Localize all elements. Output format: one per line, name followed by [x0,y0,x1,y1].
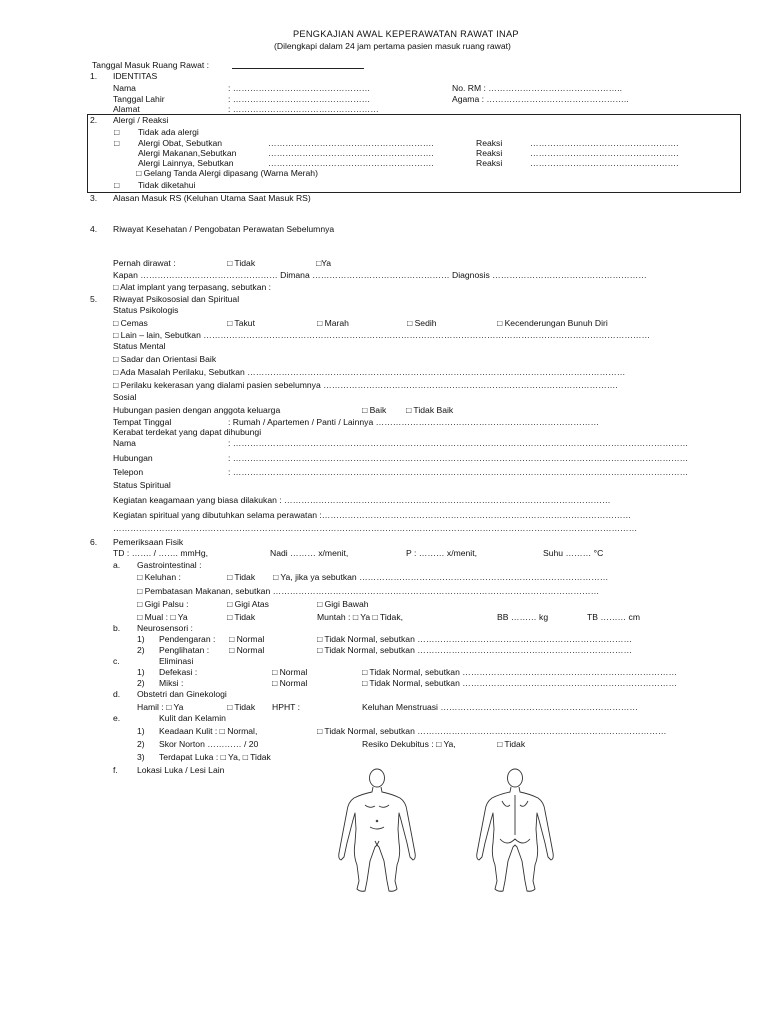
sub-f-letter: f. [113,765,118,775]
gigi-palsu-option[interactable]: □ Gigi Palsu : [137,599,189,609]
tgl-lahir-label: Tanggal Lahir [113,94,165,104]
gelang-alergi-option[interactable]: □ Gelang Tanda Alergi dipasang (Warna Merah) [136,168,318,178]
alat-implant-option[interactable]: □ Alat implant yang terpasang, sebutkan : [113,282,272,292]
sub-d-letter: d. [113,689,121,699]
option-cemas[interactable]: □ Cemas [113,318,148,328]
alergi-lainnya-label: Alergi Lainnya, Sebutkan [138,158,234,168]
pendengaran-label: Pendengaran : [159,634,216,644]
alergi-makanan-label: Alergi Makanan,Sebutkan [138,148,237,158]
miksi-normal[interactable]: □ Normal [272,678,308,688]
reaksi-field-2[interactable]: ……………………………………………. [530,148,679,158]
miksi-label: Miksi : [159,678,184,688]
penglihatan-normal[interactable]: □ Normal [229,645,265,655]
dekubitus-ya[interactable]: Resiko Dekubitus : □ Ya, [362,739,456,749]
sub-b-letter: b. [113,623,121,633]
option-sadar[interactable]: □ Sadar dan Orientasi Baik [113,354,217,364]
hamil-tidak[interactable]: □ Tidak [227,702,256,712]
option-tidak-baik[interactable]: □ Tidak Baik [406,405,454,415]
alamat-field[interactable]: : …………………………………………… [228,104,379,114]
sub-e-letter: e. [113,713,121,723]
item-2-num: 2) [137,645,145,655]
status-mental-label: Status Mental [113,341,166,351]
checkbox-alergi-obat[interactable]: □ [114,138,120,148]
neuro-label: Neurosensori : [137,623,193,633]
muntah-option[interactable]: Muntah : □ Ya □ Tidak, [317,612,404,622]
kerabat-nama-label: Nama [113,438,136,448]
section-6-number: 6. [90,537,98,547]
miksi-tidak-normal[interactable]: □ Tidak Normal, sebutkan ………………………………………………………………… [362,678,678,688]
bb-field[interactable]: BB ……… kg [497,612,549,622]
menstruasi-field[interactable]: Keluhan Menstruasi …………………………………………………………… [362,702,638,712]
body-back-diagram[interactable] [470,765,560,895]
pendengaran-normal[interactable]: □ Normal [229,634,265,644]
option-baik[interactable]: □ Baik [362,405,387,415]
reaksi-label-3: Reaksi [476,158,503,168]
tanggal-masuk-line[interactable] [232,68,364,69]
alergi-obat-field[interactable]: …………………………………………………. [268,138,434,148]
pernapasan-field[interactable]: P : ……… x/menit, [406,548,477,558]
reaksi-label-2: Reaksi [476,148,503,158]
nama-field[interactable]: : ………………………………………… [228,83,371,93]
kegiatan-spiritual-extra[interactable]: ………………………………………………………………………………………………………………………………………………………………… [113,523,638,533]
penglihatan-label: Penglihatan : [159,645,210,655]
section-5-title: Riwayat Psikososial dan Spiritual [113,294,240,304]
keluhan-option[interactable]: □ Keluhan : [137,572,181,582]
terdapat-luka-option[interactable]: Terdapat Luka : □ Ya, □ Tidak [159,752,271,762]
kulit-label: Kulit dan Kelamin [159,713,226,723]
hpht-field[interactable]: HPHT : [272,702,301,712]
section-5-number: 5. [90,294,98,304]
reaksi-field-1[interactable]: ……………………………………………. [530,138,679,148]
skor-norton-field[interactable]: Skor Norton ………… / 20 [159,739,259,749]
defekasi-normal[interactable]: □ Normal [272,667,308,677]
eliminasi-label: Eliminasi [159,656,194,666]
reaksi-label-1: Reaksi [476,138,503,148]
sub-c-letter: c. [113,656,120,666]
sosial-label: Sosial [113,392,137,402]
section-6-title: Pemeriksaan Fisik [113,537,184,547]
checkbox-tidak-diketahui[interactable]: □ [114,180,120,190]
kegiatan-spiritual-field[interactable]: Kegiatan spiritual yang dibutuhkan selama perawatan :……………………………………………………………………………………………… [113,510,632,520]
section-3-number: 3. [90,193,98,203]
pembatasan-makanan[interactable]: □ Pembatasan Makanan, sebutkan …………………………………………………………………………………………………… [137,586,600,596]
agama-field[interactable]: Agama : ………………………………………….. [452,94,629,104]
keluhan-ya[interactable]: □ Ya, jika ya sebutkan …………………………………………………………………………… [273,572,609,582]
section-4-number: 4. [90,224,98,234]
keluhan-tidak[interactable]: □ Tidak [227,572,256,582]
form-subtitle: (Dilengkapi dalam 24 jam pertama pasien masuk ruang rawat) [274,41,511,51]
defekasi-label: Defekasi : [159,667,198,677]
tidak-ada-alergi-label: Tidak ada alergi [138,127,199,137]
mual-tidak[interactable]: □ Tidak [227,612,256,622]
hamil-option[interactable]: Hamil : □ Ya [137,702,184,712]
mual-option[interactable]: □ Mual : □ Ya [137,612,188,622]
gastro-label: Gastrointestinal : [137,560,202,570]
option-masalah-perilaku[interactable]: □ Ada Masalah Perilaku, Sebutkan …………………………………………………………………………………………………………………… [113,367,626,377]
defekasi-tidak-normal[interactable]: □ Tidak Normal, sebutkan ………………………………………………………………… [362,667,678,677]
alergi-makanan-field[interactable]: …………………………………………………. [268,148,434,158]
tanggal-masuk-label: Tanggal Masuk Ruang Rawat : [92,60,210,70]
gigi-bawah-option[interactable]: □ Gigi Bawah [317,599,369,609]
option-lain-lain[interactable]: □ Lain – lain, Sebutkan ………………………………………………………………………………………………………………………………………… [113,330,651,340]
status-spiritual-label: Status Spiritual [113,480,171,490]
kerabat-telepon-label: Telepon [113,467,144,477]
kulit-2-num: 2) [137,739,145,749]
elim-1-num: 1) [137,667,145,677]
section-1-number: 1. [90,71,98,81]
keadaan-kulit-option[interactable]: Keadaan Kulit : □ Normal, [159,726,258,736]
kulit-1-num: 1) [137,726,145,736]
dekubitus-tidak[interactable]: □ Tidak [497,739,526,749]
option-bunuh-diri[interactable]: □ Kecenderungan Bunuh Diri [497,318,608,328]
option-kekerasan[interactable]: □ Perilaku kekerasan yang dialami pasien sebelumnya …………………………………………………………………………………………. [113,380,618,390]
tb-field[interactable]: TB ……… cm [587,612,640,622]
lokasi-luka-label: Lokasi Luka / Lesi Lain [137,765,225,775]
norm-field[interactable]: No. RM : ……………………………………….. [452,83,622,93]
pernah-dirawat-ya[interactable]: □Ya [316,258,332,268]
kerabat-nama-field[interactable]: : …………………………………………………………………………………………………………………………………………… [228,438,689,448]
section-4-title: Riwayat Kesehatan / Pengobatan Perawatan Sebelumnya [113,224,335,234]
suhu-field[interactable]: Suhu ……… °C [543,548,604,558]
item-1-num: 1) [137,634,145,644]
pernah-dirawat-tidak[interactable]: □ Tidak [227,258,256,268]
option-sedih[interactable]: □ Sedih [407,318,437,328]
alergi-lainnya-field[interactable]: …………………………………………………. [268,158,434,168]
tidak-diketahui-label: Tidak diketahui [138,180,196,190]
reaksi-field-3[interactable]: ……………………………………………. [530,158,679,168]
body-front-diagram[interactable] [332,765,422,895]
obstetri-label: Obstetri dan Ginekologi [137,689,227,699]
section-2-number: 2. [90,115,98,125]
status-psikologis-label: Status Psikologis [113,305,179,315]
keadaan-kulit-tidak-normal[interactable]: □ Tidak Normal, sebutkan …………………………………………………………………………… [317,726,667,736]
gigi-atas-option[interactable]: □ Gigi Atas [227,599,269,609]
option-takut[interactable]: □ Takut [227,318,255,328]
sub-a-letter: a. [113,560,121,570]
kerabat-hubungan-field[interactable]: : …………………………………………………………………………………………………………………………………………… [228,453,689,463]
alamat-label: Alamat [113,104,140,114]
hubungan-keluarga-label: Hubungan pasien dengan anggota keluarga [113,405,281,415]
checkbox-tidak-ada-alergi[interactable]: □ [114,127,120,137]
option-marah[interactable]: □ Marah [317,318,349,328]
nadi-field[interactable]: Nadi ……… x/menit, [270,548,349,558]
td-field[interactable]: TD : ……. / ……. mmHg, [113,548,209,558]
alergi-obat-label: Alergi Obat, Sebutkan [138,138,223,148]
penglihatan-tidak-normal[interactable]: □ Tidak Normal, sebutkan ………………………………………………………………… [317,645,633,655]
kerabat-telepon-field[interactable]: : …………………………………………………………………………………………………………………………………………… [228,467,689,477]
kegiatan-keagamaan-field[interactable]: Kegiatan keagamaan yang biasa dilakukan : …………………………………………………………………………………………………… [113,495,611,505]
kapan-dimana-diagnosis[interactable]: Kapan ………………………………………… Dimana ………………………………………… Diagnosis ……………………………………………… [113,270,647,280]
tgl-lahir-field[interactable]: : ………………………………………… [228,94,371,104]
section-3-title: Alasan Masuk RS (Keluhan Utama Saat Masuk RS) [113,193,311,203]
pendengaran-tidak-normal[interactable]: □ Tidak Normal, sebutkan ………………………………………………………………… [317,634,633,644]
pernah-dirawat-label: Pernah dirawat : [113,258,176,268]
nama-label: Nama [113,83,136,93]
tempat-tinggal-field[interactable]: : Rumah / Apartemen / Panti / Lainnya …………………………………………………………………… [228,417,600,427]
form-title: PENGKAJIAN AWAL KEPERAWATAN RAWAT INAP [293,29,519,39]
section-2-title: Alergi / Reaksi [113,115,169,125]
kerabat-hubungan-label: Hubungan [113,453,153,463]
elim-2-num: 2) [137,678,145,688]
section-1-title: IDENTITAS [113,71,158,81]
kulit-3-num: 3) [137,752,145,762]
kerabat-label: Kerabat terdekat yang dapat dihubungi [113,427,262,437]
tempat-tinggal-label: Tempat Tinggal [113,417,172,427]
